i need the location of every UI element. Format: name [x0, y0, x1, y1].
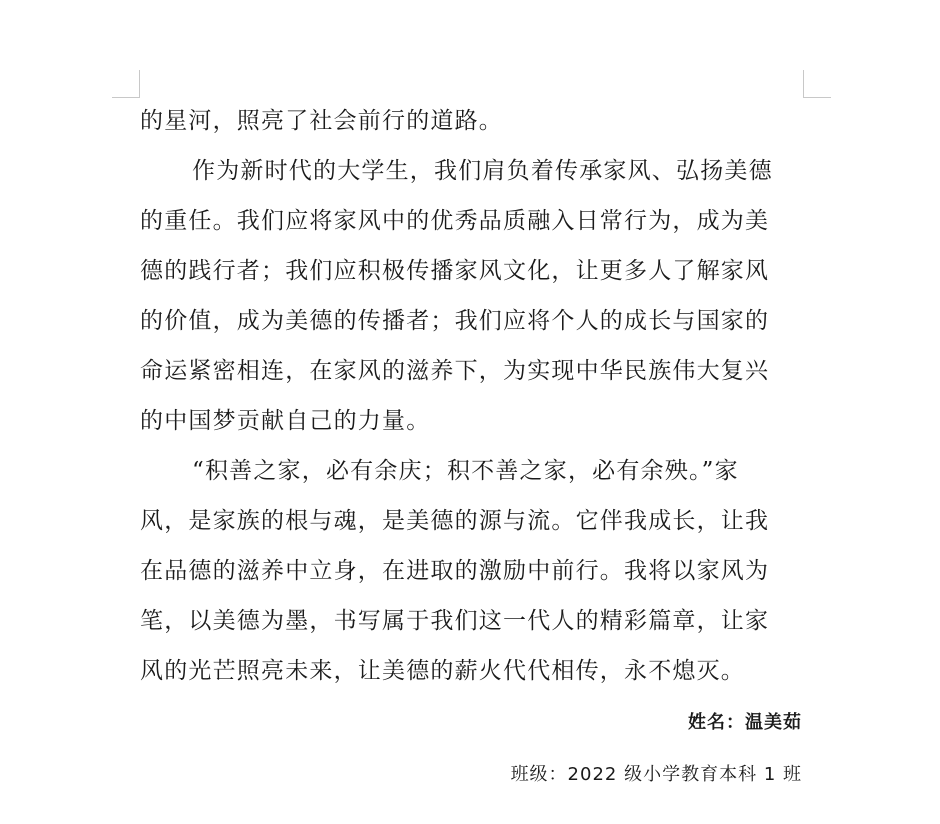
- signature-class: 班级：2022 级小学教育本科 1 班: [510, 764, 802, 785]
- text-line: 笔，以美德为墨，书写属于我们这一代人的精彩篇章，让家: [140, 608, 770, 634]
- text-line: 命运紧密相连，在家风的滋养下，为实现中华民族伟大复兴: [140, 358, 770, 384]
- page-corner-mark-top-left: [112, 70, 140, 98]
- text-line: 德的践行者；我们应积极传播家风文化，让更多人了解家风: [140, 258, 770, 284]
- text-line: 的重任。我们应将家风中的优秀品质融入日常行为，成为美: [140, 208, 770, 234]
- body-text: [140, 96, 802, 696]
- text-line: “积善之家，必有余庆；积不善之家，必有余殃。”家: [192, 458, 739, 484]
- text-line: 在品德的滋养中立身，在进取的激励中前行。我将以家风为: [140, 558, 770, 584]
- page-corner-mark-top-right: [803, 70, 831, 98]
- text-line: 的中国梦贡献自己的力量。: [140, 408, 431, 434]
- text-line: 的星河，照亮了社会前行的道路。: [140, 108, 503, 134]
- signature-name: 姓名：温美茹: [688, 712, 802, 733]
- text-line: 作为新时代的大学生，我们肩负着传承家风、弘扬美德: [192, 158, 773, 184]
- text-line: 风的光芒照亮未来，让美德的薪火代代相传，永不熄灭。: [140, 658, 745, 684]
- text-line: 风，是家族的根与魂，是美德的源与流。它伴我成长，让我: [140, 508, 770, 534]
- text-line: 的价值，成为美德的传播者；我们应将个人的成长与国家的: [140, 308, 770, 334]
